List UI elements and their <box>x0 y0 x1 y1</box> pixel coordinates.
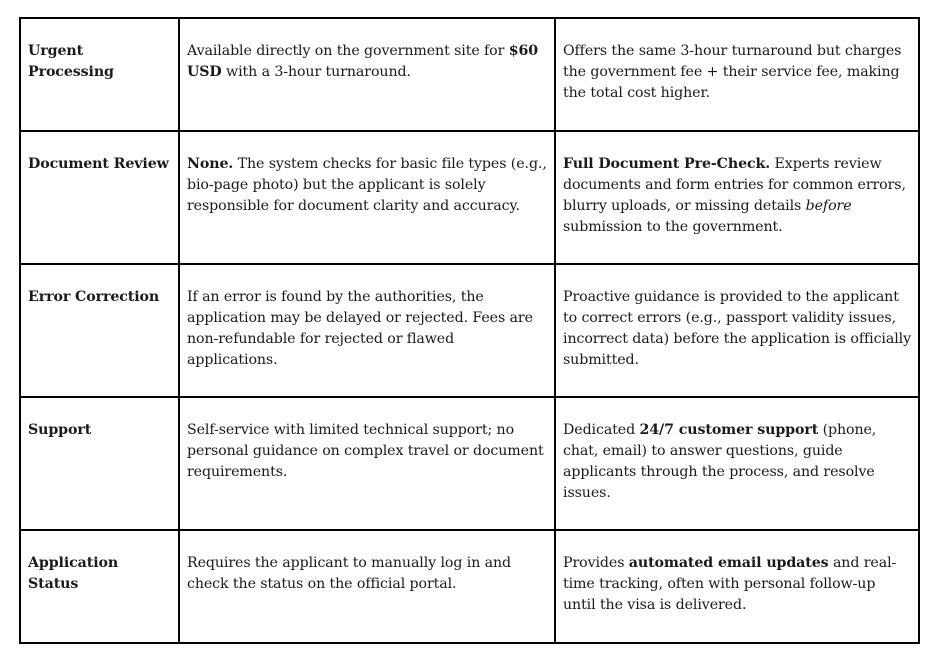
cell-text-italic: before <box>805 198 852 214</box>
cell-text: Dedicated <box>563 422 640 438</box>
government-cell <box>179 131 555 264</box>
feature-label: Error Correction <box>28 289 160 305</box>
table-row-urgent-processing <box>20 18 919 131</box>
cell-text: The system checks for basic file types (e.g., bio-page photo) but the applicant is solely responsible for document clarity and accuracy. <box>187 156 547 214</box>
feature-cell <box>20 264 179 397</box>
table-row-document-review <box>20 131 919 264</box>
service-cell <box>555 264 919 397</box>
service-cell <box>555 397 919 530</box>
feature-label: Support <box>28 422 92 438</box>
cell-text: submission to the government. <box>563 219 783 235</box>
service-cell <box>555 530 919 643</box>
government-cell <box>179 397 555 530</box>
government-cell <box>179 18 555 131</box>
feature-label: Application Status <box>28 555 119 592</box>
service-cell <box>555 131 919 264</box>
cell-text: Proactive guidance is provided to the applicant to correct errors (e.g., passport validity issues, incorrect data) before the application is officially submitted. <box>563 289 911 368</box>
government-cell <box>179 264 555 397</box>
service-cell <box>555 18 919 131</box>
cell-text-bold: automated email updates <box>628 555 829 571</box>
cell-text: Provides <box>563 555 629 571</box>
feature-cell <box>20 18 179 131</box>
feature-label: Urgent Processing <box>28 43 114 80</box>
cell-text: with a 3-hour turnaround. <box>221 64 411 80</box>
cell-text-bold: $60 USD <box>187 43 539 80</box>
comparison-table <box>19 17 920 644</box>
table-row-application-status <box>20 530 919 643</box>
table-row-support <box>20 397 919 530</box>
cell-text: Requires the applicant to manually log in and check the status on the official portal. <box>187 555 512 592</box>
cell-text: and real-time tracking, often with personal follow-up until the visa is delivered. <box>563 555 897 613</box>
cell-text: Available directly on the government site for <box>187 43 509 59</box>
cell-text: (phone, chat, email) to answer questions, guide applicants through the process, and resolve issues. <box>563 422 877 501</box>
cell-text-bold: None. <box>187 156 234 172</box>
cell-text: Offers the same 3-hour turnaround but charges the government fee + their service fee, making the total cost higher. <box>563 43 902 101</box>
feature-cell <box>20 530 179 643</box>
feature-cell <box>20 397 179 530</box>
cell-text-bold: Full Document Pre-Check. <box>563 156 771 172</box>
cell-text: Self-service with limited technical support; no personal guidance on complex travel or document requirements. <box>187 422 544 480</box>
government-cell <box>179 530 555 643</box>
cell-text: Experts review documents and form entries for common errors, blurry uploads, or missing details <box>563 156 906 214</box>
cell-text: If an error is found by the authorities, the application may be delayed or rejected. Fees are non-refundable for rejected or flawed applications. <box>187 289 533 368</box>
feature-label: Document Review <box>28 156 169 172</box>
table-row-error-correction <box>20 264 919 397</box>
cell-text-bold: 24/7 customer support <box>639 422 819 438</box>
feature-cell <box>20 131 179 264</box>
